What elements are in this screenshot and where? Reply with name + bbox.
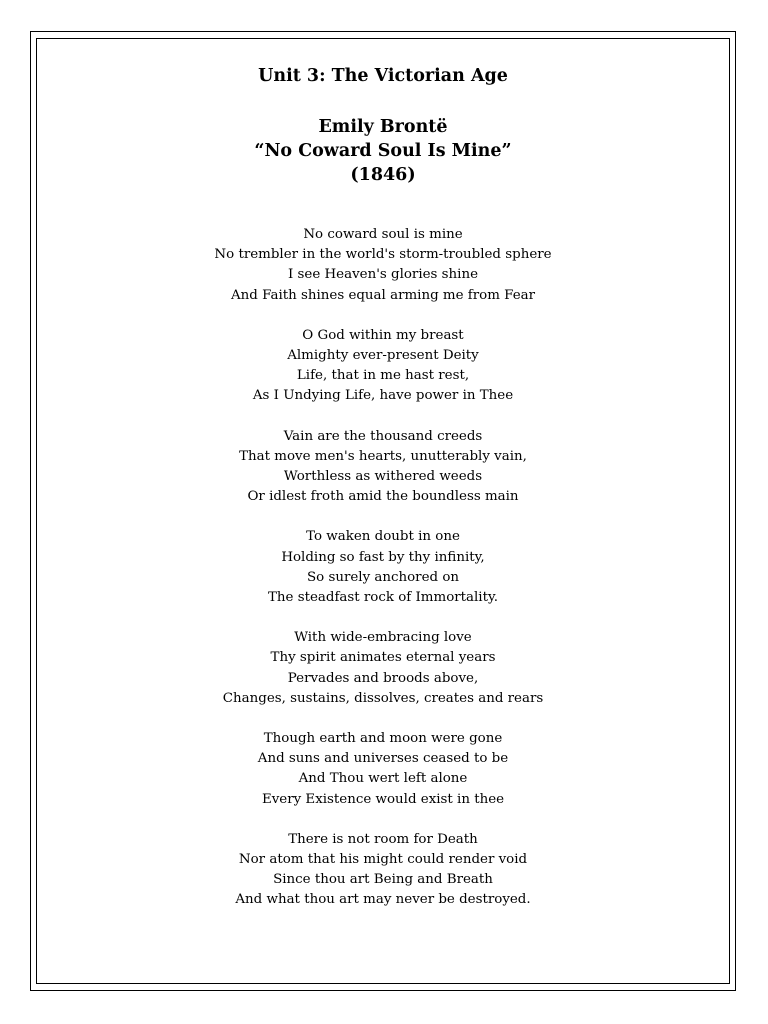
poem-line: As I Undying Life, have power in Thee — [252, 388, 514, 404]
stanza-7 — [36, 830, 730, 911]
poem-line: Every Existence would exist in thee — [261, 791, 505, 807]
poem-line: And suns and universes ceased to be — [257, 751, 509, 767]
poem-line: Nor atom that his might could render void — [238, 852, 528, 868]
stanza-3 — [36, 427, 730, 508]
poem-line: And what thou art may never be destroyed. — [235, 892, 531, 908]
poem-line: Almighty ever-present Deity — [287, 348, 479, 364]
poem-line: Changes, sustains, dissolves, creates and rears — [222, 690, 544, 706]
poem-line: Though earth and moon were gone — [263, 731, 503, 747]
stanza-5 — [36, 628, 730, 709]
page-content — [36, 38, 730, 931]
poem-line: The steadfast rock of Immortality. — [267, 590, 499, 606]
poem-line: Holding so fast by thy infinity, — [281, 549, 485, 565]
stanza-4 — [36, 527, 730, 608]
poem-line: O God within my breast — [302, 327, 464, 343]
poem-line: Or idlest froth amid the boundless main — [247, 489, 519, 505]
poem-line: I see Heaven's glories shine — [287, 267, 478, 283]
poem-line: Vain are the thousand creeds — [283, 428, 483, 444]
poem-line: Thy spirit animates eternal years — [270, 650, 496, 666]
poem-line: And Faith shines equal arming me from Fear — [230, 287, 536, 303]
stanza-6 — [36, 729, 730, 810]
poem-line: Pervades and broods above, — [287, 670, 479, 686]
poem-line: No coward soul is mine — [303, 227, 463, 242]
poem-line: To waken doubt in one — [306, 529, 460, 545]
poem-line: No trembler in the world's storm-troubled sphere — [214, 247, 552, 263]
stanza-2 — [36, 326, 730, 407]
poem-line: Since thou art Being and Breath — [273, 872, 493, 888]
poem-line: Life, that in me hast rest, — [296, 368, 470, 384]
poem-line: That move men's hearts, unutterably vain, — [239, 448, 527, 464]
poem-line: And Thou wert left alone — [298, 771, 468, 787]
poem-body — [36, 225, 730, 911]
stanza-1 — [36, 225, 730, 306]
poem-title: “No Coward Soul Is Mine” — [254, 141, 512, 161]
unit-title: Unit 3: The Victorian Age — [258, 66, 508, 86]
poem-line: With wide-embracing love — [294, 630, 472, 646]
poem-year: (1846) — [350, 165, 416, 185]
poem-line: Worthless as withered weeds — [283, 469, 483, 485]
poem-author: Emily Brontë — [318, 117, 448, 137]
poem-line: So surely anchored on — [306, 569, 460, 585]
poem-line: There is not room for Death — [288, 831, 478, 847]
